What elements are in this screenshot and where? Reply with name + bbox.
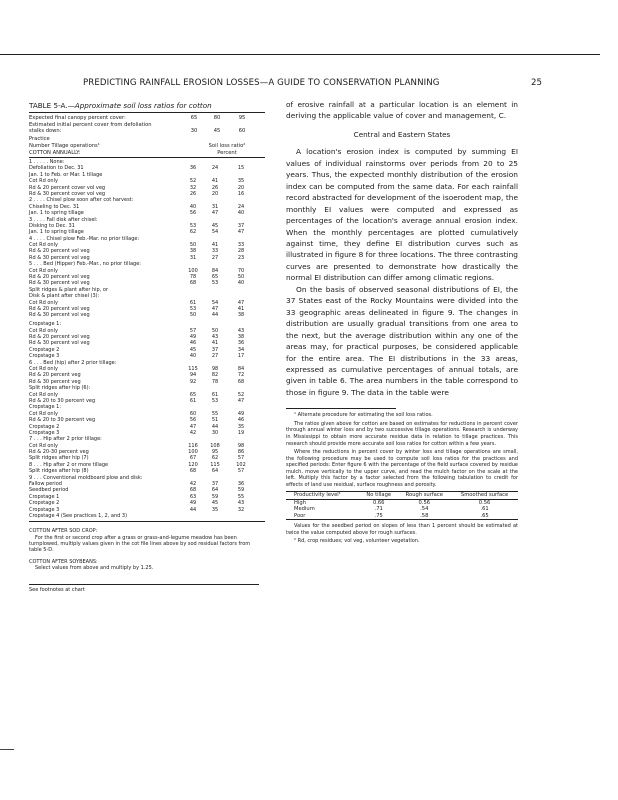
table-row-label: 2 . . . . Chisel plow soon after cot harvest:	[29, 197, 134, 204]
table-footnote-ref	[29, 584, 268, 593]
table-row-label: Cot Rd only	[29, 267, 58, 274]
table-cell: 68	[189, 487, 197, 494]
factor-cell: High	[294, 499, 306, 506]
table-cell: 98	[211, 366, 219, 372]
table-cell: 115	[210, 461, 220, 468]
table-row-label: Split ridges after hip (8)	[29, 468, 89, 475]
table-cell: 16	[237, 190, 245, 197]
page-number: 25	[531, 78, 542, 88]
table-row-label: Cot Rd only	[29, 299, 58, 306]
table-row-label: Rd & 30 percent vol veg	[29, 340, 90, 347]
after-sod-heading: COTTON AFTER SOD CROP:	[29, 528, 98, 535]
table-caption	[29, 101, 268, 110]
table-cell: 52	[237, 391, 245, 398]
table-row-label: Rd & 20 to 30 percent veg	[29, 417, 96, 424]
table-cell: 53	[189, 305, 197, 312]
table-row-label: Jan. 1 to Feb. or Mar. 1 tillage	[29, 171, 103, 178]
table-cell: 56	[189, 417, 197, 424]
table-header-value: 65	[190, 115, 198, 121]
table-cell: 51	[211, 417, 219, 424]
table-header-value: 30	[190, 128, 198, 134]
table-caption-title: Approximate soil loss ratios for cotton	[74, 101, 212, 110]
factor-header-rough: Rough surface	[397, 492, 451, 500]
table-cell: 84	[237, 366, 245, 372]
table-cell: 40	[237, 210, 245, 217]
table-cell: 30	[211, 429, 219, 436]
table-row-label: Cot Rd only	[29, 366, 58, 372]
table-cell: 92	[189, 378, 197, 385]
table-cell: 67	[189, 455, 197, 462]
table-cell: 94	[189, 372, 197, 379]
table-row-label: Rd & 20 percent vol veg	[29, 274, 90, 281]
table-cell: 78	[189, 274, 197, 281]
table-row-label: Cot Rd only	[29, 410, 58, 417]
table-header-row: Practice	[29, 136, 50, 142]
table-cell: 36	[237, 481, 245, 488]
table-cell: 64	[211, 468, 219, 475]
table-row-label: 1 . . . . . None:	[29, 159, 65, 165]
right-column	[286, 99, 518, 547]
table-cell: 46	[237, 417, 245, 424]
factor-header-smoothed: Smoothed surface	[451, 492, 518, 500]
table-cell: 53	[189, 222, 197, 229]
table-cell: 61	[189, 299, 197, 306]
table-row-label: Rd & 20 percent veg	[29, 372, 81, 379]
table-row-label: Rd & 20 to 30 percent veg	[29, 397, 96, 404]
factor-cell: 0.66	[372, 499, 385, 506]
table-cell: 49	[237, 410, 245, 417]
table-cell: 50	[189, 242, 197, 249]
factor-row-poor	[286, 513, 518, 520]
table-row-label: Rd & 20 percent vol veg	[29, 248, 90, 255]
table-row-label: Cropstage 2	[29, 423, 60, 430]
table-cell: 19	[237, 429, 245, 436]
table-row-label: Cropstage 3	[29, 429, 60, 436]
table-row-label: Rd & 20 percent vol veg	[29, 305, 90, 312]
table-cell: 55	[211, 410, 219, 417]
factor-cell: 0.56	[478, 499, 491, 506]
table-cell: 60	[189, 410, 197, 417]
table-cell: 46	[189, 340, 197, 347]
table-cell: 44	[211, 423, 219, 430]
table-cell: 24	[211, 165, 219, 172]
after-sod-text: For the first or second crop after a grass or grass-and-legume meadow has been turnplowed, multiply values given in the cot file lines above by sod residual factors from table 5-D.	[29, 534, 251, 553]
table-header-value: 95	[238, 115, 246, 121]
table-cell: 68	[237, 378, 245, 385]
table-cell: 27	[211, 353, 219, 360]
table-cell: 17	[237, 353, 245, 360]
factor-table	[286, 491, 518, 520]
table-row-label: Rd & 30 percent vol veg	[29, 280, 90, 287]
table-cell: 47	[237, 229, 245, 236]
table-cell: 44	[211, 312, 219, 319]
table-cell: 20	[211, 190, 219, 197]
table-cell: 50	[211, 327, 219, 334]
table-row-label: 9 . . . Conventional moldboard plow and disk:	[29, 474, 143, 481]
table-cell: 54	[211, 299, 219, 306]
table-cell: 62	[189, 229, 197, 236]
table-row	[29, 312, 268, 318]
table-row-label: 4 . . . . Chisel plow Feb.-Mar. no prior tillage:	[29, 235, 140, 242]
table-row-label: 7 . . . Hip after 2 prior tillage:	[29, 436, 102, 443]
table-row-label: Rd & 30 percent vol veg	[29, 254, 90, 261]
table-cell: 15	[237, 165, 245, 172]
table-cell: 120	[188, 461, 198, 468]
table-cell: 63	[189, 493, 197, 500]
table-cell: 44	[189, 506, 197, 513]
table-header-value: 80	[213, 115, 221, 121]
table-cell: 33	[237, 242, 245, 249]
header-title: PREDICTING RAINFALL EROSION LOSSES—A GUIDE TO CONSERVATION PLANNING	[83, 78, 440, 88]
bottom-mark	[0, 749, 14, 750]
table-row-label: Chiseling to Dec. 31	[29, 203, 80, 210]
table-row-label: Seedbed period	[29, 487, 69, 494]
footnote-2: The ratios given above for cotton are based on estimates for reductions in percent cover through annual winter loss and by two successive tillage operations. Research is underway in Mississippi to obtain more accurate residue data in relation to tillage practices. This research should provide more accurate soil loss ratios for cotton within a few years.	[286, 420, 518, 447]
section-title: Central and Eastern States	[353, 129, 451, 139]
after-soybeans-text: Select values from above and multiply by 1.25.	[35, 565, 154, 572]
table-cell: 41	[237, 305, 245, 312]
table-cell: 53	[211, 397, 219, 404]
table-header-value: 60	[238, 128, 246, 134]
table-cell: 31	[211, 203, 219, 210]
top-rule	[0, 54, 600, 55]
paragraph-2: On the basis of observed seasonal distributions of EI, the 37 States east of the Rocky Mountains were divided into the 33 geographic areas delineated in figure 9. The changes in distribution are usually gradual transitions from one area to the next, but the average distribution within any one of the areas may, for practical purposes, be considered applicable for the entire area. The EI distributions in the 33 areas, expressed as cumulative percentages of annual totals, are given in table 6. The area numbers in the table correspond to those in figure 9. The data in the table were	[286, 284, 518, 397]
table-cell: 35	[237, 423, 245, 430]
table-cell: 61	[189, 397, 197, 404]
table-cell: 24	[237, 203, 245, 210]
table-cell: 57	[189, 327, 197, 334]
table-cell: 100	[188, 267, 198, 274]
table-cell: 43	[237, 500, 245, 507]
table-cell: 41	[211, 178, 219, 185]
table-cell: 115	[188, 366, 198, 372]
table-row-label: Cropstage 3	[29, 353, 60, 360]
table-caption-prefix: TABLE 5-A.—	[29, 101, 75, 110]
table-cell: 65	[189, 391, 197, 398]
running-header	[0, 78, 600, 92]
table-cell: 61	[211, 391, 219, 398]
table-header-row: COTTON ANNUALLY:	[29, 150, 81, 156]
footnote-ref-text: See footnotes at chart	[29, 586, 85, 593]
table-cell: 38	[189, 248, 197, 255]
table-row-label: Rd & 20-30 percent veg	[29, 449, 89, 456]
table-row-label: Rd & 30 percent cover vol veg	[29, 190, 106, 197]
table-cell: 47	[189, 423, 197, 430]
table-cell: 47	[237, 397, 245, 404]
left-column	[29, 101, 268, 593]
table-row-label: Cot Rd only	[29, 391, 58, 398]
table-cell: 50	[237, 274, 245, 281]
table-cell: 54	[211, 229, 219, 236]
table-cell: 47	[211, 305, 219, 312]
table-row-label: Cot Rd only	[29, 178, 58, 185]
table-cell: 40	[189, 203, 197, 210]
table-notes	[29, 528, 261, 571]
factor-cell: .65	[480, 512, 489, 519]
table-cell: 57	[237, 468, 245, 475]
table-row-label: Cropstage 3	[29, 506, 60, 513]
table-cell: 37	[237, 222, 245, 229]
table-cell: 23	[237, 254, 245, 261]
footnotes	[286, 408, 518, 545]
table-row-label: Cot Rd only	[29, 327, 58, 334]
table-cell: 108	[210, 442, 220, 449]
table-cell: 45	[189, 346, 197, 353]
factor-cell: 0.56	[418, 499, 431, 506]
table-cell: 41	[211, 340, 219, 347]
factor-cell: .75	[374, 512, 383, 519]
table-cell: 49	[189, 334, 197, 341]
table-cell: 42	[189, 481, 197, 488]
table-row-label: Cot Rd only	[29, 242, 58, 249]
table-cell: 47	[211, 210, 219, 217]
table-cell: 68	[189, 468, 197, 475]
table-row-label: Rd & 30 percent veg	[29, 378, 81, 385]
table-header-row: stalks down:	[29, 128, 62, 134]
table-cell: 27	[211, 254, 219, 261]
table-rule-top	[29, 112, 265, 113]
table-cell: 38	[237, 312, 245, 319]
footnote-5: ² Rd, crop residues; vol veg, volunteer vegetation.	[294, 538, 420, 545]
table-row-label: Cropstage 1	[29, 493, 60, 500]
table-row-label: Split ridges after hip (7)	[29, 455, 89, 462]
table-row-label: Jan. 1 to spring tillage	[29, 210, 84, 217]
table-row-label: 5 . . . Bed (Hipper) Feb.-Mar., no prior tillage:	[29, 261, 141, 268]
table-header-row: Estimated initial percent cover from defoliation	[29, 122, 152, 128]
factor-cell: .54	[420, 506, 429, 513]
table-cell: 65	[211, 274, 219, 281]
table-cell: 59	[237, 487, 245, 494]
table-rule-bottom	[29, 521, 265, 522]
table-cell: 38	[237, 334, 245, 341]
factor-row-high	[286, 499, 518, 506]
table-cell: 68	[189, 280, 197, 287]
table-cell: 84	[211, 267, 219, 274]
table-cell: 72	[237, 372, 245, 379]
table-row-label: Disking to Dec. 31	[29, 222, 75, 229]
table-cell: 53	[211, 280, 219, 287]
factor-header-no-tillage: No tillage	[360, 492, 397, 500]
factor-cell: Poor	[294, 512, 306, 519]
after-soybeans-heading: COTTON AFTER SOYBEANS:	[29, 559, 98, 566]
table-cell: 102	[236, 461, 246, 468]
table-header-value: 45	[213, 128, 221, 134]
factor-cell: .58	[420, 512, 429, 519]
table-cell: 116	[188, 442, 198, 449]
table-cell: 52	[189, 178, 197, 185]
paragraph-1: A location's erosion index is computed by summing EI values of individual rainstorms over periods from 20 to 25 years. Thus, the expected monthly distribution of the erosion index can be computed from the same data. For each rainfall record abstracted for development of the isoerodent map, the monthly EI values were computed and expressed as percentages of the location's average annual erosion index. When the monthly percentages are plotted cumulatively against time, they define EI distribution curves such as illustrated in figure 8 for three locations. The three contrasting curves are presented to demonstrate how drastically the normal EI distribution can differ among climatic regions.	[286, 147, 518, 283]
table-cell: 100	[188, 449, 198, 456]
table-cell: 59	[211, 493, 219, 500]
table-cell: 41	[211, 242, 219, 249]
table-cell: 45	[211, 500, 219, 507]
table-cell: 36	[189, 165, 197, 172]
table-cell: 37	[211, 481, 219, 488]
body-text	[286, 99, 518, 398]
table-cell: 43	[237, 327, 245, 334]
table-cell: 28	[237, 248, 245, 255]
table-cell: 33	[211, 248, 219, 255]
table-cell: 26	[189, 190, 197, 197]
table-row-label: Jan. 1 to spring tillage	[29, 229, 84, 236]
table-cell: 70	[237, 267, 245, 274]
factor-cell: .71	[374, 506, 383, 513]
table-cell: 82	[211, 372, 219, 379]
table-row-label: Cropstage 4 (See practices 1, 2, and 3)	[29, 512, 128, 519]
table-cell: 57	[237, 455, 245, 462]
table-cell: 42	[189, 429, 197, 436]
table-cell: 34	[237, 346, 245, 353]
table-cell: 50	[189, 312, 197, 319]
table-row-label: Cropstage 2	[29, 346, 60, 353]
factor-cell: .61	[480, 506, 489, 513]
table-cell: 20	[237, 184, 245, 191]
table-cell: 31	[189, 254, 197, 261]
table-row-label: Defoliation to Dec. 31	[29, 165, 84, 172]
table-row-label: Cropstage 1:	[29, 321, 62, 328]
table-cell: 49	[189, 500, 197, 507]
table-header	[29, 115, 268, 157]
table-row-label: Rd & 20 percent vol veg	[29, 334, 90, 341]
footnote-1: ¹ Alternate procedure for estimating the soil loss ratios.	[294, 412, 433, 419]
table-cell: 43	[211, 334, 219, 341]
table-row-label: Cropstage 1:	[29, 404, 62, 411]
table-cell: 32	[237, 506, 245, 513]
table-cell: 98	[237, 442, 245, 449]
table-cell: 64	[211, 487, 219, 494]
table-cell: 35	[211, 506, 219, 513]
table-header-row: Number Tillage operations¹	[29, 143, 100, 149]
footnote-4: Values for the seedbed period on slopes of less than 1 percent should be estimated at twice the value computed above for rough surfaces.	[286, 523, 518, 536]
table-cell: 86	[237, 449, 245, 456]
table-cell: 78	[211, 378, 219, 385]
table-row-label: 3 . . . . Fall disk after chisel:	[29, 216, 98, 223]
intro-paragraph: of erosive rainfall at a particular location is an element in deriving the applicable value of cover and management, C.	[286, 100, 518, 121]
table-cell: 45	[211, 222, 219, 229]
table-cell: 37	[211, 346, 219, 353]
table-cell: 47	[237, 299, 245, 306]
factor-cell: Medium	[294, 506, 315, 513]
table-cell: 95	[211, 449, 219, 456]
table-cell: 36	[237, 340, 245, 347]
table-row-label: Rd & 20 percent cover vol veg	[29, 184, 106, 191]
table-rule-mid	[29, 157, 265, 158]
table-row-label: Split ridges after hip (6):	[29, 385, 91, 392]
table-body	[29, 159, 268, 519]
table-row	[29, 513, 268, 519]
table-header-span: Percent	[217, 150, 237, 156]
table-cell: 40	[237, 280, 245, 287]
table-row-label: Fallow period	[29, 481, 62, 488]
table-row-label: Cot Rd only	[29, 442, 58, 449]
factor-header-productivity: Productivity level¹	[286, 492, 360, 500]
table-row-label: Disk & plant after chisel (3):	[29, 293, 100, 300]
table-cell: 55	[237, 493, 245, 500]
table-row-label: Split ridges & plant after hip, or	[29, 286, 109, 293]
table-header-span: Soil loss ratio²	[208, 143, 246, 149]
table-cell: 56	[189, 210, 197, 217]
table-header-row: Expected final canopy percent cover:	[29, 115, 126, 121]
table-cell: 40	[189, 353, 197, 360]
table-row-label: Rd & 30 percent vol veg	[29, 312, 90, 319]
table-row-label: 6 . . . Bed (hip) after 2 prior tillage:	[29, 359, 117, 366]
footnote-3: Where the reductions in percent cover by winter loss and tillage operations are small, the following procedure may be used to compute soil loss ratios for the practices and specified periods: Enter figure 6 with the percentage of the field surface covered by residue mulch, move vertically to the upper curve, and read the mulch factor on the scale at the left. Multiply this factor by a factor selected from the following tabulation to credit for effects of land use residual, surface roughness and porosity.	[286, 449, 518, 488]
table-row-label: 8 . . . Hip after 2 or more tillage	[29, 461, 109, 468]
table-row-label: Cropstage 2	[29, 500, 60, 507]
table-cell: 35	[237, 178, 245, 185]
table-cell: 32	[189, 184, 197, 191]
table-cell: 62	[211, 455, 219, 462]
table-cell: 26	[211, 184, 219, 191]
